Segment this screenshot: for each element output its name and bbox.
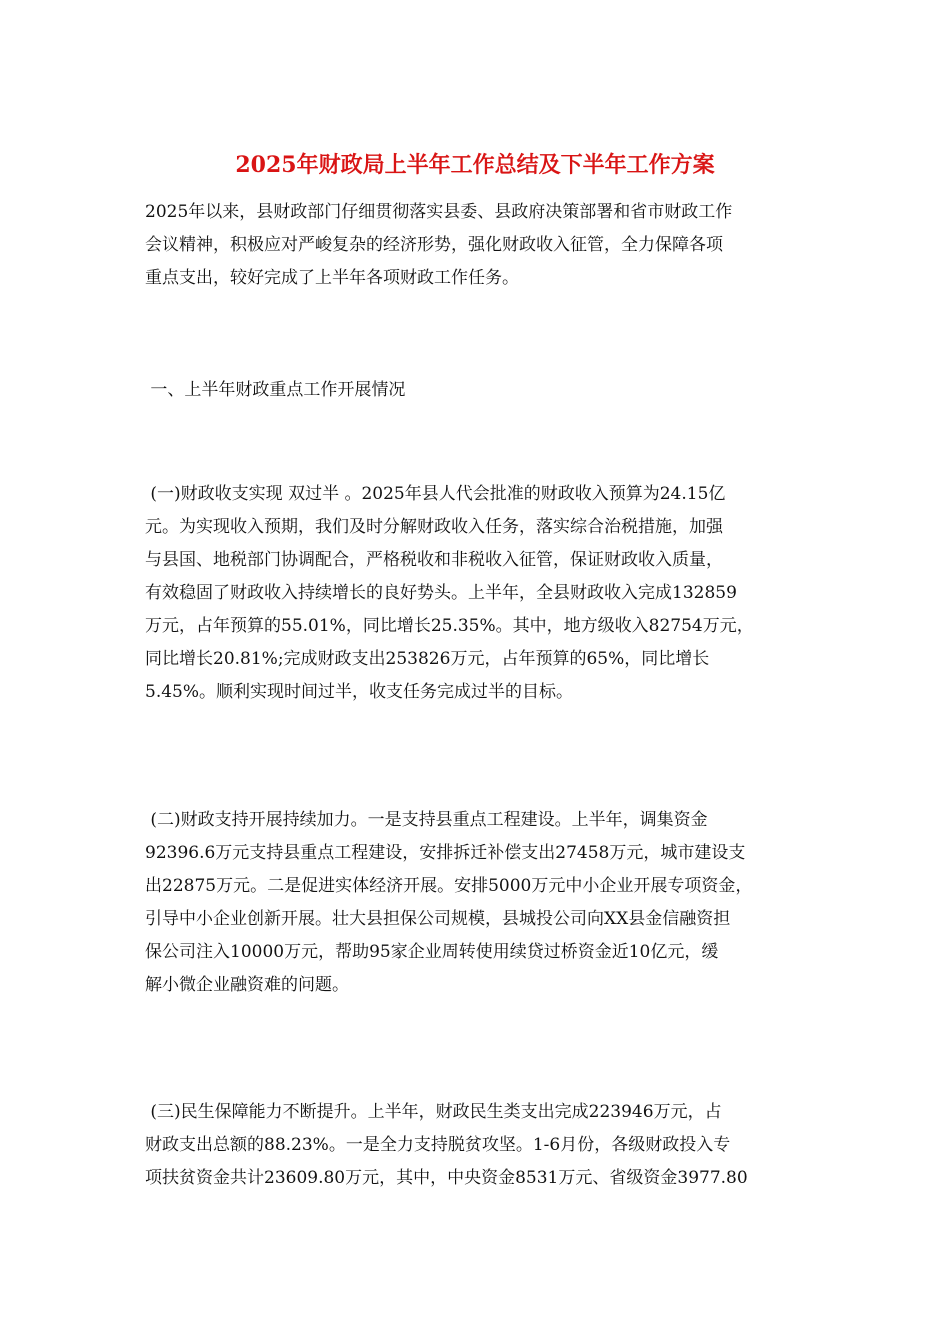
para1-line-3: 与县国、地税部门协调配合，严格税收和非税收入征管，保证财政收入质量， (145, 550, 723, 570)
intro-line-2: 会议精神，积极应对严峻复杂的经济形势，强化财政收入征管，全力保障各项 (145, 235, 723, 255)
para2-line-5: 保公司注入10000万元，帮助95家企业周转使用续贷过桥资金近10亿元，缓 (145, 942, 719, 962)
intro-line-1: 2025年以来，县财政部门仔细贯彻落实县委、县政府决策部署和省市财政工作 (145, 202, 733, 222)
section-heading: 一、上半年财政重点工作开展情况 (145, 380, 406, 400)
para1-line-6: 同比增长20.81%;完成财政支出253826万元，占年预算的65%，同比增长 (145, 649, 710, 669)
para1-line-7: 5.45%。顺利实现时间过半，收支任务完成过半的目标。 (145, 682, 574, 702)
para2-line-6: 解小微企业融资难的问题。 (145, 975, 349, 995)
para3-line-3: 项扶贫资金共计23609.80万元，其中，中央资金8531万元、省级资金3977.80 (145, 1168, 748, 1188)
para1-line-4: 有效稳固了财政收入持续增长的良好势头。上半年，全县财政收入完成132859 (145, 583, 737, 603)
document-title: 2025年财政局上半年工作总结及下半年工作方案 (235, 152, 715, 178)
para1-line-2: 元。为实现收入预期，我们及时分解财政收入任务，落实综合治税措施，加强 (145, 517, 723, 537)
para1-line-1: (一)财政收支实现 双过半 。2025年县人代会批准的财政收入预算为24.15亿 (145, 484, 726, 504)
para1-line-5: 万元，占年预算的55.01%，同比增长25.35%。其中，地方级收入82754万元， (145, 616, 754, 636)
para2-line-2: 92396.6万元支持县重点工程建设，安排拆迁补偿支出27458万元，城市建设支 (145, 843, 746, 863)
para2-line-4: 引导中小企业创新开展。壮大县担保公司规模，县城投公司向XX县金信融资担 (145, 909, 731, 929)
para3-line-2: 财政支出总额的88.23%。一是全力支持脱贫攻坚。1-6月份，各级财政投入专 (145, 1135, 731, 1155)
para3-line-1: (三)民生保障能力不断提升。上半年，财政民生类支出完成223946万元，占 (145, 1102, 722, 1122)
intro-line-3: 重点支出，较好完成了上半年各项财政工作任务。 (145, 268, 519, 288)
para2-line-3: 出22875万元。二是促进实体经济开展。安排5000万元中小企业开展专项资金， (145, 876, 753, 896)
para2-line-1: (二)财政支持开展持续加力。一是支持县重点工程建设。上半年，调集资金 (145, 810, 708, 830)
